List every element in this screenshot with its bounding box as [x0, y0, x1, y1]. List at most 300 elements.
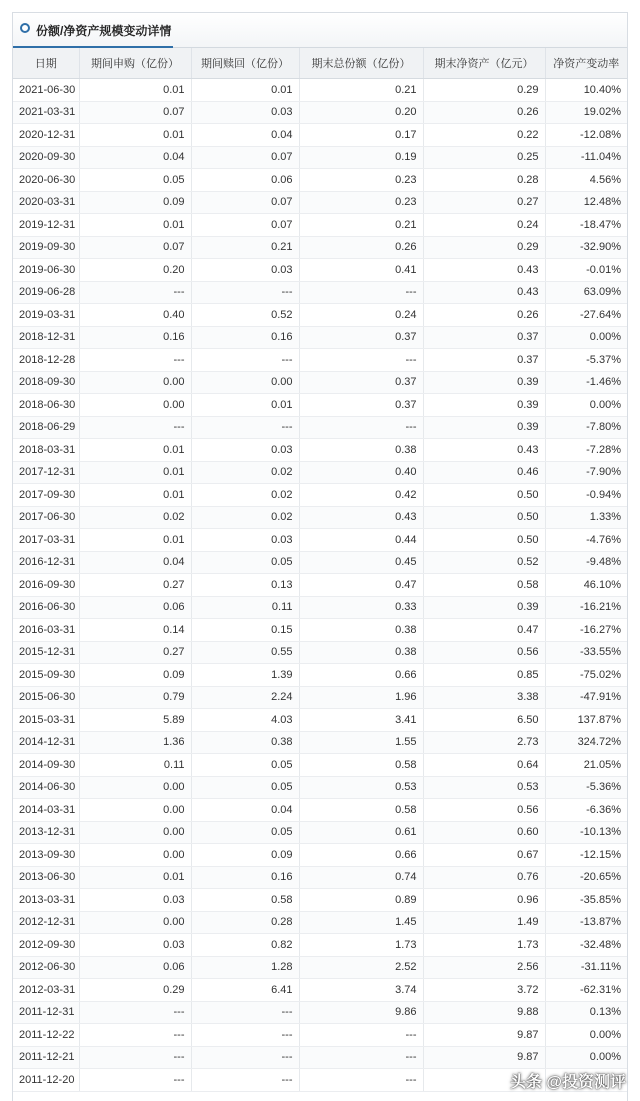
cell-change-rate: -31.11%: [545, 956, 627, 979]
share-asset-change-panel: [12, 12, 628, 1101]
cell-subscription: 0.02: [79, 506, 191, 529]
table-row: [13, 169, 627, 192]
cell-total-shares: 0.66: [299, 664, 423, 687]
cell-net-assets: 0.56: [423, 799, 545, 822]
cell-subscription: ---: [79, 1001, 191, 1024]
cell-redemption: 0.03: [191, 439, 299, 462]
cell-date: 2019-06-28: [13, 281, 79, 304]
cell-total-shares: 0.58: [299, 754, 423, 777]
cell-total-shares: 0.21: [299, 214, 423, 237]
cell-change-rate: 0.00%: [545, 326, 627, 349]
cell-change-rate: -7.80%: [545, 416, 627, 439]
table-row: [13, 844, 627, 867]
cell-redemption: 4.03: [191, 709, 299, 732]
watermark: 头条 @投资测评: [509, 1074, 626, 1091]
cell-change-rate: -0.01%: [545, 259, 627, 282]
cell-redemption: 0.16: [191, 326, 299, 349]
cell-redemption: 0.02: [191, 484, 299, 507]
cell-date: 2018-06-29: [13, 416, 79, 439]
table-body: [13, 79, 627, 1092]
table-row: [13, 146, 627, 169]
cell-subscription: 0.16: [79, 326, 191, 349]
cell-redemption: 0.06: [191, 169, 299, 192]
table-row: [13, 664, 627, 687]
cell-total-shares: 0.43: [299, 506, 423, 529]
table-row: [13, 709, 627, 732]
cell-subscription: 0.01: [79, 79, 191, 102]
table-row: [13, 101, 627, 124]
cell-subscription: 0.00: [79, 799, 191, 822]
cell-redemption: 0.58: [191, 889, 299, 912]
cell-subscription: 0.20: [79, 259, 191, 282]
cell-date: 2018-12-31: [13, 326, 79, 349]
cell-redemption: 2.24: [191, 686, 299, 709]
cell-net-assets: 0.50: [423, 529, 545, 552]
cell-total-shares: 0.58: [299, 799, 423, 822]
cell-total-shares: 0.66: [299, 844, 423, 867]
cell-change-rate: -12.08%: [545, 124, 627, 147]
cell-subscription: 1.36: [79, 731, 191, 754]
cell-subscription: 0.00: [79, 911, 191, 934]
cell-change-rate: 46.10%: [545, 574, 627, 597]
cell-date: 2016-09-30: [13, 574, 79, 597]
cell-net-assets: 0.29: [423, 79, 545, 102]
cell-date: 2021-06-30: [13, 79, 79, 102]
table-row: [13, 754, 627, 777]
cell-net-assets: 0.29: [423, 236, 545, 259]
cell-date: 2020-12-31: [13, 124, 79, 147]
cell-total-shares: 0.19: [299, 146, 423, 169]
cell-net-assets: 0.53: [423, 776, 545, 799]
cell-subscription: 0.00: [79, 371, 191, 394]
cell-date: 2015-06-30: [13, 686, 79, 709]
cell-redemption: 0.03: [191, 101, 299, 124]
cell-redemption: ---: [191, 416, 299, 439]
cell-net-assets: 0.25: [423, 146, 545, 169]
cell-date: 2019-12-31: [13, 214, 79, 237]
cell-subscription: 0.01: [79, 529, 191, 552]
cell-net-assets: 0.58: [423, 574, 545, 597]
cell-date: 2015-12-31: [13, 641, 79, 664]
cell-subscription: 0.03: [79, 934, 191, 957]
cell-subscription: 0.05: [79, 169, 191, 192]
cell-net-assets: 0.39: [423, 596, 545, 619]
cell-redemption: 0.07: [191, 214, 299, 237]
cell-redemption: 0.04: [191, 124, 299, 147]
cell-date: 2013-06-30: [13, 866, 79, 889]
table-row: [13, 416, 627, 439]
cell-date: 2013-03-31: [13, 889, 79, 912]
cell-subscription: 0.27: [79, 641, 191, 664]
cell-net-assets: 0.56: [423, 641, 545, 664]
cell-date: 2020-06-30: [13, 169, 79, 192]
cell-net-assets: 0.96: [423, 889, 545, 912]
cell-change-rate: 0.00%: [545, 1046, 627, 1069]
cell-net-assets: 9.87: [423, 1046, 545, 1069]
cell-total-shares: 0.42: [299, 484, 423, 507]
table-row: [13, 619, 627, 642]
cell-date: 2019-06-30: [13, 259, 79, 282]
cell-date: 2016-12-31: [13, 551, 79, 574]
cell-change-rate: 10.40%: [545, 79, 627, 102]
cell-subscription: 0.01: [79, 484, 191, 507]
cell-redemption: 0.82: [191, 934, 299, 957]
cell-date: 2012-03-31: [13, 979, 79, 1002]
cell-net-assets: 0.22: [423, 124, 545, 147]
cell-total-shares: 0.37: [299, 371, 423, 394]
cell-redemption: 0.13: [191, 574, 299, 597]
circle-bullet-icon: [20, 23, 30, 33]
table-row: [13, 79, 627, 102]
cell-total-shares: 3.41: [299, 709, 423, 732]
cell-date: 2018-03-31: [13, 439, 79, 462]
cell-date: 2020-09-30: [13, 146, 79, 169]
cell-date: 2014-06-30: [13, 776, 79, 799]
cell-subscription: 0.01: [79, 124, 191, 147]
cell-total-shares: 0.47: [299, 574, 423, 597]
table-row: [13, 731, 627, 754]
cell-total-shares: 3.74: [299, 979, 423, 1002]
cell-total-shares: ---: [299, 1024, 423, 1047]
cell-total-shares: 0.37: [299, 326, 423, 349]
cell-date: 2011-12-21: [13, 1046, 79, 1069]
cell-date: 2021-03-31: [13, 101, 79, 124]
cell-date: 2011-12-20: [13, 1069, 79, 1092]
cell-subscription: ---: [79, 281, 191, 304]
table-row: [13, 236, 627, 259]
cell-date: 2014-12-31: [13, 731, 79, 754]
cell-net-assets: 0.67: [423, 844, 545, 867]
cell-net-assets: 0.64: [423, 754, 545, 777]
cell-date: 2013-12-31: [13, 821, 79, 844]
cell-total-shares: ---: [299, 416, 423, 439]
cell-net-assets: 3.72: [423, 979, 545, 1002]
cell-date: 2020-03-31: [13, 191, 79, 214]
cell-change-rate: -9.48%: [545, 551, 627, 574]
cell-net-assets: 3.38: [423, 686, 545, 709]
cell-total-shares: 1.96: [299, 686, 423, 709]
cell-subscription: 0.27: [79, 574, 191, 597]
table-row: [13, 776, 627, 799]
cell-net-assets: 0.76: [423, 866, 545, 889]
cell-redemption: 0.11: [191, 596, 299, 619]
cell-subscription: 0.03: [79, 889, 191, 912]
cell-date: 2014-03-31: [13, 799, 79, 822]
cell-subscription: 0.06: [79, 596, 191, 619]
column-header-subscription[interactable]: 期间申购（亿份）: [79, 48, 191, 79]
cell-total-shares: 0.53: [299, 776, 423, 799]
cell-change-rate: -11.04%: [545, 146, 627, 169]
cell-net-assets: 9.87: [423, 1024, 545, 1047]
cell-change-rate: 137.87%: [545, 709, 627, 732]
cell-redemption: 0.15: [191, 619, 299, 642]
cell-change-rate: 0.00%: [545, 394, 627, 417]
cell-net-assets: 0.26: [423, 101, 545, 124]
cell-total-shares: ---: [299, 1046, 423, 1069]
cell-total-shares: 0.20: [299, 101, 423, 124]
title-underline: [13, 46, 173, 48]
cell-change-rate: -7.90%: [545, 461, 627, 484]
cell-total-shares: 0.38: [299, 641, 423, 664]
cell-subscription: 0.04: [79, 551, 191, 574]
cell-change-rate: -27.64%: [545, 304, 627, 327]
table-row: [13, 326, 627, 349]
cell-total-shares: ---: [299, 349, 423, 372]
table-row: [13, 641, 627, 664]
table-row: [13, 911, 627, 934]
table-row: [13, 956, 627, 979]
cell-change-rate: -35.85%: [545, 889, 627, 912]
table-row: [13, 979, 627, 1002]
cell-net-assets: 0.39: [423, 416, 545, 439]
cell-change-rate: -18.47%: [545, 214, 627, 237]
cell-subscription: 0.01: [79, 214, 191, 237]
cell-redemption: 1.39: [191, 664, 299, 687]
column-header-change-rate[interactable]: 净资产变动率: [545, 48, 627, 79]
cell-total-shares: 0.89: [299, 889, 423, 912]
cell-total-shares: 0.24: [299, 304, 423, 327]
cell-subscription: ---: [79, 349, 191, 372]
table-row: [13, 484, 627, 507]
cell-subscription: 0.07: [79, 101, 191, 124]
cell-date: 2018-09-30: [13, 371, 79, 394]
cell-net-assets: 0.28: [423, 169, 545, 192]
cell-redemption: ---: [191, 1024, 299, 1047]
cell-redemption: 0.01: [191, 79, 299, 102]
cell-date: 2012-06-30: [13, 956, 79, 979]
cell-redemption: 0.07: [191, 191, 299, 214]
cell-date: 2012-12-31: [13, 911, 79, 934]
cell-change-rate: -75.02%: [545, 664, 627, 687]
cell-date: 2017-06-30: [13, 506, 79, 529]
cell-change-rate: -0.94%: [545, 484, 627, 507]
panel-header: [13, 13, 627, 48]
cell-subscription: ---: [79, 416, 191, 439]
cell-change-rate: -16.21%: [545, 596, 627, 619]
cell-redemption: 0.02: [191, 506, 299, 529]
cell-change-rate: 19.02%: [545, 101, 627, 124]
cell-change-rate: -62.31%: [545, 979, 627, 1002]
cell-net-assets: 2.73: [423, 731, 545, 754]
cell-redemption: 0.03: [191, 529, 299, 552]
cell-net-assets: 2.56: [423, 956, 545, 979]
cell-subscription: 0.09: [79, 191, 191, 214]
cell-subscription: ---: [79, 1046, 191, 1069]
cell-total-shares: 0.38: [299, 439, 423, 462]
cell-date: 2015-03-31: [13, 709, 79, 732]
cell-total-shares: 0.44: [299, 529, 423, 552]
panel-title: 份额/净资产规模变动详情: [36, 24, 172, 38]
cell-redemption: ---: [191, 1069, 299, 1092]
cell-date: 2015-09-30: [13, 664, 79, 687]
cell-redemption: 1.28: [191, 956, 299, 979]
table-row: [13, 1001, 627, 1024]
column-header-net-assets[interactable]: 期末净资产（亿元）: [423, 48, 545, 79]
cell-redemption: 0.00: [191, 371, 299, 394]
cell-total-shares: 0.33: [299, 596, 423, 619]
cell-change-rate: 324.72%: [545, 731, 627, 754]
cell-subscription: ---: [79, 1024, 191, 1047]
cell-subscription: 0.14: [79, 619, 191, 642]
cell-redemption: 0.05: [191, 821, 299, 844]
cell-total-shares: 0.40: [299, 461, 423, 484]
cell-net-assets: 0.60: [423, 821, 545, 844]
cell-net-assets: 0.47: [423, 619, 545, 642]
cell-net-assets: 0.43: [423, 439, 545, 462]
cell-redemption: 0.16: [191, 866, 299, 889]
cell-date: 2019-03-31: [13, 304, 79, 327]
table-row: [13, 506, 627, 529]
cell-date: 2017-03-31: [13, 529, 79, 552]
cell-subscription: 5.89: [79, 709, 191, 732]
cell-total-shares: 0.17: [299, 124, 423, 147]
cell-change-rate: -5.36%: [545, 776, 627, 799]
cell-net-assets: 0.27: [423, 191, 545, 214]
cell-date: 2018-12-28: [13, 349, 79, 372]
cell-total-shares: 0.45: [299, 551, 423, 574]
table-header-row: [13, 48, 627, 79]
cell-net-assets: 0.43: [423, 259, 545, 282]
cell-date: 2017-12-31: [13, 461, 79, 484]
cell-redemption: 0.01: [191, 394, 299, 417]
cell-subscription: 0.00: [79, 821, 191, 844]
cell-net-assets: 0.24: [423, 214, 545, 237]
cell-total-shares: 1.45: [299, 911, 423, 934]
cell-subscription: ---: [79, 1069, 191, 1092]
cell-net-assets: 0.50: [423, 506, 545, 529]
table-row: [13, 799, 627, 822]
cell-redemption: 0.05: [191, 551, 299, 574]
cell-total-shares: 0.37: [299, 394, 423, 417]
cell-net-assets: 0.26: [423, 304, 545, 327]
column-header-redemption[interactable]: 期间赎回（亿份）: [191, 48, 299, 79]
cell-net-assets: 0.39: [423, 394, 545, 417]
cell-total-shares: ---: [299, 1069, 423, 1092]
cell-net-assets: 1.49: [423, 911, 545, 934]
cell-redemption: ---: [191, 281, 299, 304]
table-row: [13, 439, 627, 462]
cell-change-rate: -33.55%: [545, 641, 627, 664]
cell-net-assets: 0.39: [423, 371, 545, 394]
cell-total-shares: 1.55: [299, 731, 423, 754]
cell-date: 2016-03-31: [13, 619, 79, 642]
cell-total-shares: 0.41: [299, 259, 423, 282]
cell-subscription: 0.01: [79, 866, 191, 889]
cell-redemption: ---: [191, 1001, 299, 1024]
cell-subscription: 0.11: [79, 754, 191, 777]
cell-date: 2014-09-30: [13, 754, 79, 777]
cell-change-rate: 1.33%: [545, 506, 627, 529]
cell-change-rate: -5.37%: [545, 349, 627, 372]
cell-subscription: 0.79: [79, 686, 191, 709]
table-row: [13, 191, 627, 214]
cell-total-shares: 2.52: [299, 956, 423, 979]
table-row: [13, 686, 627, 709]
table-row: [13, 394, 627, 417]
table-row: [13, 821, 627, 844]
cell-net-assets: 0.85: [423, 664, 545, 687]
column-header-total-shares[interactable]: 期末总份额（亿份）: [299, 48, 423, 79]
cell-total-shares: ---: [299, 281, 423, 304]
cell-subscription: 0.29: [79, 979, 191, 1002]
table-row: [13, 596, 627, 619]
table-row: [13, 349, 627, 372]
cell-date: 2011-12-31: [13, 1001, 79, 1024]
table-row: [13, 866, 627, 889]
cell-total-shares: 0.26: [299, 236, 423, 259]
cell-subscription: 0.01: [79, 439, 191, 462]
cell-total-shares: 9.86: [299, 1001, 423, 1024]
cell-date: 2017-09-30: [13, 484, 79, 507]
column-header-date[interactable]: 日期: [13, 48, 79, 79]
cell-net-assets: 0.52: [423, 551, 545, 574]
cell-total-shares: 0.23: [299, 169, 423, 192]
cell-subscription: 0.01: [79, 461, 191, 484]
table-row: [13, 1024, 627, 1047]
cell-date: 2016-06-30: [13, 596, 79, 619]
table-row: [13, 259, 627, 282]
cell-redemption: ---: [191, 1046, 299, 1069]
cell-change-rate: -4.76%: [545, 529, 627, 552]
cell-change-rate: -12.15%: [545, 844, 627, 867]
cell-change-rate: -47.91%: [545, 686, 627, 709]
cell-change-rate: 4.56%: [545, 169, 627, 192]
cell-redemption: 0.05: [191, 776, 299, 799]
cell-redemption: 6.41: [191, 979, 299, 1002]
cell-redemption: 0.38: [191, 731, 299, 754]
cell-redemption: ---: [191, 349, 299, 372]
cell-total-shares: 0.23: [299, 191, 423, 214]
table-row: [13, 1046, 627, 1069]
cell-redemption: 0.28: [191, 911, 299, 934]
cell-change-rate: 63.09%: [545, 281, 627, 304]
cell-subscription: 0.00: [79, 844, 191, 867]
cell-net-assets: 6.50: [423, 709, 545, 732]
table-row: [13, 461, 627, 484]
table-row: [13, 889, 627, 912]
cell-net-assets: 9.88: [423, 1001, 545, 1024]
table-row: [13, 281, 627, 304]
cell-total-shares: 0.74: [299, 866, 423, 889]
cell-net-assets: 0.50: [423, 484, 545, 507]
cell-date: 2019-09-30: [13, 236, 79, 259]
cell-change-rate: -13.87%: [545, 911, 627, 934]
table-row: [13, 124, 627, 147]
cell-date: 2011-12-22: [13, 1024, 79, 1047]
cell-total-shares: 0.38: [299, 619, 423, 642]
cell-subscription: 0.04: [79, 146, 191, 169]
cell-redemption: 0.09: [191, 844, 299, 867]
table-row: [13, 214, 627, 237]
cell-subscription: 0.00: [79, 394, 191, 417]
cell-subscription: 0.09: [79, 664, 191, 687]
cell-subscription: 0.06: [79, 956, 191, 979]
cell-change-rate: -7.28%: [545, 439, 627, 462]
cell-net-assets: 0.37: [423, 326, 545, 349]
cell-total-shares: 0.21: [299, 79, 423, 102]
cell-redemption: 0.52: [191, 304, 299, 327]
cell-date: 2012-09-30: [13, 934, 79, 957]
cell-change-rate: 0.13%: [545, 1001, 627, 1024]
cell-subscription: 0.00: [79, 776, 191, 799]
cell-change-rate: -6.36%: [545, 799, 627, 822]
cell-redemption: 0.04: [191, 799, 299, 822]
table-row: [13, 934, 627, 957]
cell-date: 2013-09-30: [13, 844, 79, 867]
cell-change-rate: 12.48%: [545, 191, 627, 214]
cell-total-shares: 1.73: [299, 934, 423, 957]
cell-redemption: 0.05: [191, 754, 299, 777]
